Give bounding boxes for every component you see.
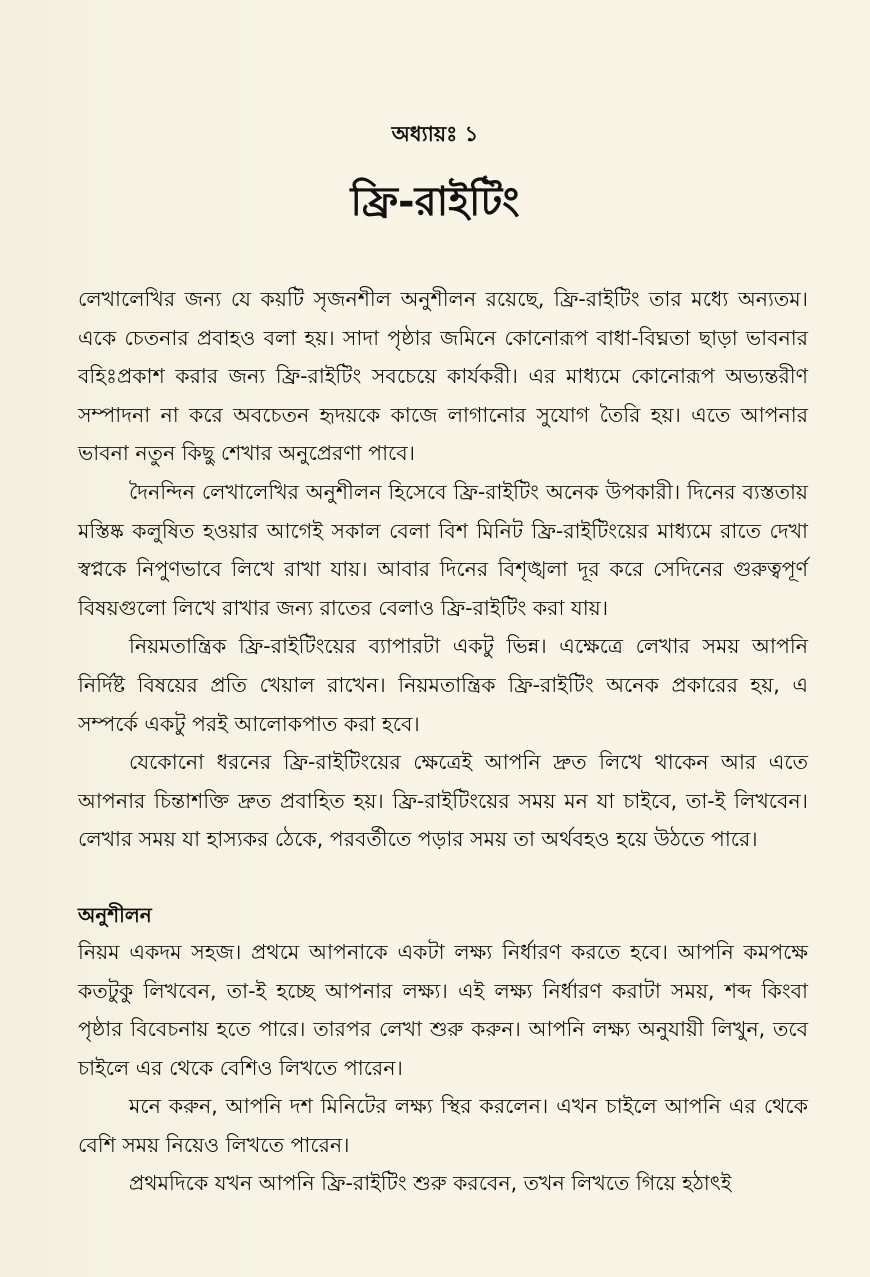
chapter-number: অধ্যায়ঃ ১ [391,122,479,146]
body-paragraph: দৈনন্দিন লেখালেখির অনুশীলন হিসেবে ফ্রি-রাইটিং অনেক উপকারী। দিনের ব্যস্ততায় মস্তিষ্ক কলুষিত হওয়ার আগেই সকাল বেলা বিশ মিনিট ফ্রি-রাইটিংয়ের মাধ্যমে রাতে দেখা স্বপ্নকে নিপুণভাবে লিখে রাখা যায়। আবার দিনের বিশৃঙ্খলা দূর করে সেদিনের গুরুত্বপূর্ণ বিষয়গুলো লিখে রাখার জন্য রাতের বেলাও ফ্রি-রাইটিং করা যায়। [78,479,808,620]
chapter-body [78,280,808,1203]
body-paragraph: যেকোনো ধরনের ফ্রি-রাইটিংয়ের ক্ষেত্রেই আপনি দ্রুত লিখে থাকেন আর এতে আপনার চিন্তাশক্তি দ্রুত প্রবাহিত হয়। ফ্রি-রাইটিংয়ের সময় মন যা চাইবে, তা-ই লিখবেন। লেখার সময় যা হাস্যকর ঠেকে, পরবর্তীতে পড়ার সময় তা অর্থবহও হয়ে উঠতে পারে। [78,750,808,852]
section-paragraph: প্রথমদিকে যখন আপনি ফ্রি-রাইটিং শুরু করবেন, তখন লিখতে গিয়ে হঠাৎই [129,1171,732,1196]
body-paragraph: নিয়মতান্ত্রিক ফ্রি-রাইটিংয়ের ব্যাপারটা একটু ভিন্ন। এক্ষেত্রে লেখার সময় আপনি নির্দিষ্ট বিষয়ের প্রতি খেয়াল রাখেন। নিয়মতান্ত্রিক ফ্রি-রাইটিং অনেক প্রকারের হয়, এ সম্পর্কে একটু পরই আলোকপাত করা হবে। [78,634,808,736]
section-paragraph: নিয়ম একদম সহজ। প্রথমে আপনাকে একটা লক্ষ্য নির্ধারণ করতে হবে। আপনি কমপক্ষে কতটুকু লিখবেন, তা-ই হচ্ছে আপনার লক্ষ্য। এই লক্ষ্য নির্ধারণ করাটা সময়, শব্দ কিংবা পৃষ্ঠার বিবেচনায় হতে পারে। তারপর লেখা শুরু করুন। আপনি লক্ষ্য অনুযায়ী লিখুন, তবে চাইলে এর থেকে বেশিও লিখতে পারেন। [78,939,808,1080]
section-heading: অনুশীলন [78,902,152,927]
section-paragraph: মনে করুন, আপনি দশ মিনিটের লক্ষ্য স্থির করলেন। এখন চাইলে আপনি এর থেকে বেশি সময় নিয়েও লিখতে পারেন। [78,1094,808,1157]
chapter-title: ফ্রি-রাইটিং [350,179,520,225]
body-paragraph: লেখালেখির জন্য যে কয়টি সৃজনশীল অনুশীলন রয়েছে, ফ্রি-রাইটিং তার মধ্যে অন্যতম। একে চেতনার প্রবাহও বলা হয়। সাদা পৃষ্ঠার জমিনে কোনোরূপ বাধা-বিঘ্নতা ছাড়া ভাবনার বহিঃপ্রকাশ করার জন্য ফ্রি-রাইটিং সবচেয়ে কার্যকরী। এর মাধ্যমে কোনোরূপ অভ্যন্তরীণ সম্পাদনা না করে অবচেতন হৃদয়কে কাজে লাগানোর সুযোগ তৈরি হয়। এতে আপনার ভাবনা নতুন কিছু শেখার অনুপ্রেরণা পাবে। [78,287,808,466]
